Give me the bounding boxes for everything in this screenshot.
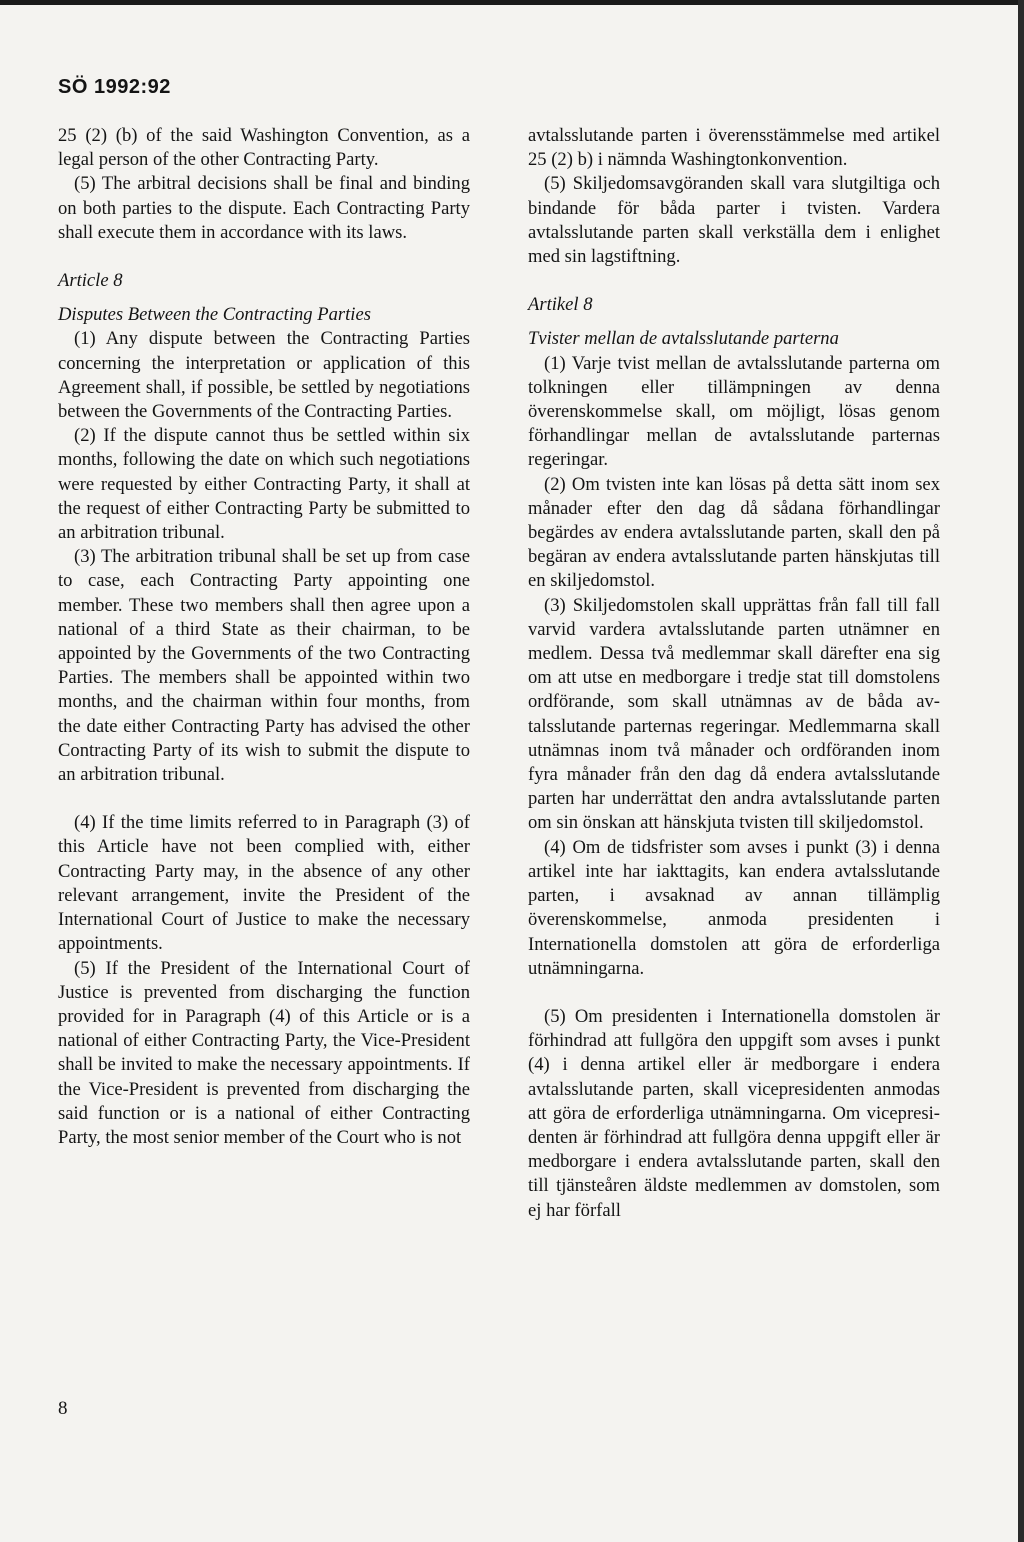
paragraph-2: (2) Om tvisten inte kan lösas på detta sätt inom sex månader efter den dag då sådana förhandlingar begärdes av endera avtalsslutande parten, skall den på begäran av endera avtalsslutande parten hänskjutas till en skiljedomstol. — [528, 473, 940, 592]
scan-edge — [1018, 0, 1024, 1542]
top-border — [0, 0, 1024, 5]
article-subtitle: Disputes Between the Contracting Parties — [58, 304, 371, 326]
paragraph-3: (3) Skiljedomstolen skall upprättas från fall till fall varvid vardera avtalsslutande parten utnämner en medlem. Dessa två medlemmar skall därefter ena sig om att utse en medborgare i tredje stat till domstolens ordförande, som skall utnämnas av de båda avtalsslutande parternas regeringar. Medlemmarna skall utnämnas inom två månader och ordföranden inom fyra månader från den dag då endera avtalsslutande parten har underrättat den andra avtalsslutande parten om sin önskan att hänskjuta tvisten till skiljedomstol. — [528, 594, 940, 834]
page-number: 8 — [58, 1398, 68, 1419]
paragraph-5-arbitral: (5) Skiljedomsavgöranden skall vara slutgiltiga och bindande för båda parter i tvisten. Vardera avtalsslutande parten skall verkställa dem i enlighet med sin lagstiftning. — [528, 173, 940, 268]
paragraph-2: (2) If the dispute cannot thus be settled within six months, following the date on which such negotiations were requested by either Contracting Party, it shall at the request of either Contracting Party be submitted to an arbitration tribunal. — [58, 425, 470, 544]
continued-paragraph: 25 (2) (b) of the said Washington Convention, as a legal person of the other Contracting Party. — [58, 125, 470, 171]
paragraph-1: (1) Varje tvist mellan de avtalsslutande parterna om tolkningen eller tillämpningen av denna överenskommelse skall, om möjligt, lösas genom förhandlingar mellan de avtalsslutande parternas regeringar. — [528, 352, 940, 471]
paragraph-1: (1) Any dispute between the Contracting Parties concerning the interpretation or application of this Agreement shall, if possible, be settled by negotiations between the Governments of the Contracting Parties. — [58, 328, 470, 423]
paragraph-4: (4) If the time limits referred to in Paragraph (3) of this Article have not been complied with, either Contracting Party may, in the absence of any other relevant arrangement, invite the President of the International Court of Justice to make the necessary appointments. — [58, 812, 470, 955]
swedish-column — [528, 124, 940, 1223]
paragraph-5-arbitral: (5) The arbitral decisions shall be final and binding on both parties to the dispute. Each Contracting Party shall execute them in accordance with its laws. — [58, 173, 470, 243]
article-heading: Article 8 — [58, 270, 123, 292]
paragraph-5: (5) Om presidenten i Internationella domstolen är förhindrad att fullgöra den uppgift som avses i punkt (4) i denna artikel eller är medborgare i endera avtalsslutande parten, skall vicepresidenten anmodas att göra de erforderliga utnämningarna. Om vicepresidenten är förhindrad att fullgöra denna uppgift eller är medborgare i endera avtalsslutande parten, skall den till tjänsteåren äldste medlemmen av domstolen, som ej har förfall — [528, 1005, 940, 1221]
article-subtitle: Tvister mellan de avtalsslutande parterna — [528, 328, 839, 350]
article-heading: Artikel 8 — [528, 294, 593, 316]
document-reference: SÖ 1992:92 — [58, 76, 171, 98]
paragraph-4: (4) Om de tidsfrister som avses i punkt (3) i denna artikel inte har iakttagits, kan endera avtalsslutande parten, i avsaknad av annan tillämplig överenskommelse, anmoda presidenten i Internationella domstolen att göra de erforderliga utnämningarna. — [528, 836, 940, 979]
paragraph-5: (5) If the President of the International Court of Justice is prevented from discharging the function provided for in Paragraph (4) of this Article or is a national of either Contracting Party, the Vice-President shall be invited to make the necessary appointments. If the Vice-President is prevented from discharging the said function or is a national of either Contracting Party, the most senior member of the Court who is not — [58, 957, 470, 1148]
paragraph-3: (3) The arbitration tribunal shall be set up from case to case, each Contracting Party appointing one member. These two members shall then agree upon a national of a third State as their chairman, to be appointed by the Governments of the two Contracting Parties. The members shall be appointed within two months, and the chairman within four months, from the date either Contracting Party has advised the other Contracting Party of its wish to submit the dispute to an arbitration tribunal. — [58, 546, 470, 786]
continued-paragraph: avtalsslutande parten i överensstämmelse med artikel 25 (2) b) i nämnda Washingtonkonvention. — [528, 125, 940, 171]
english-column — [58, 124, 470, 1150]
